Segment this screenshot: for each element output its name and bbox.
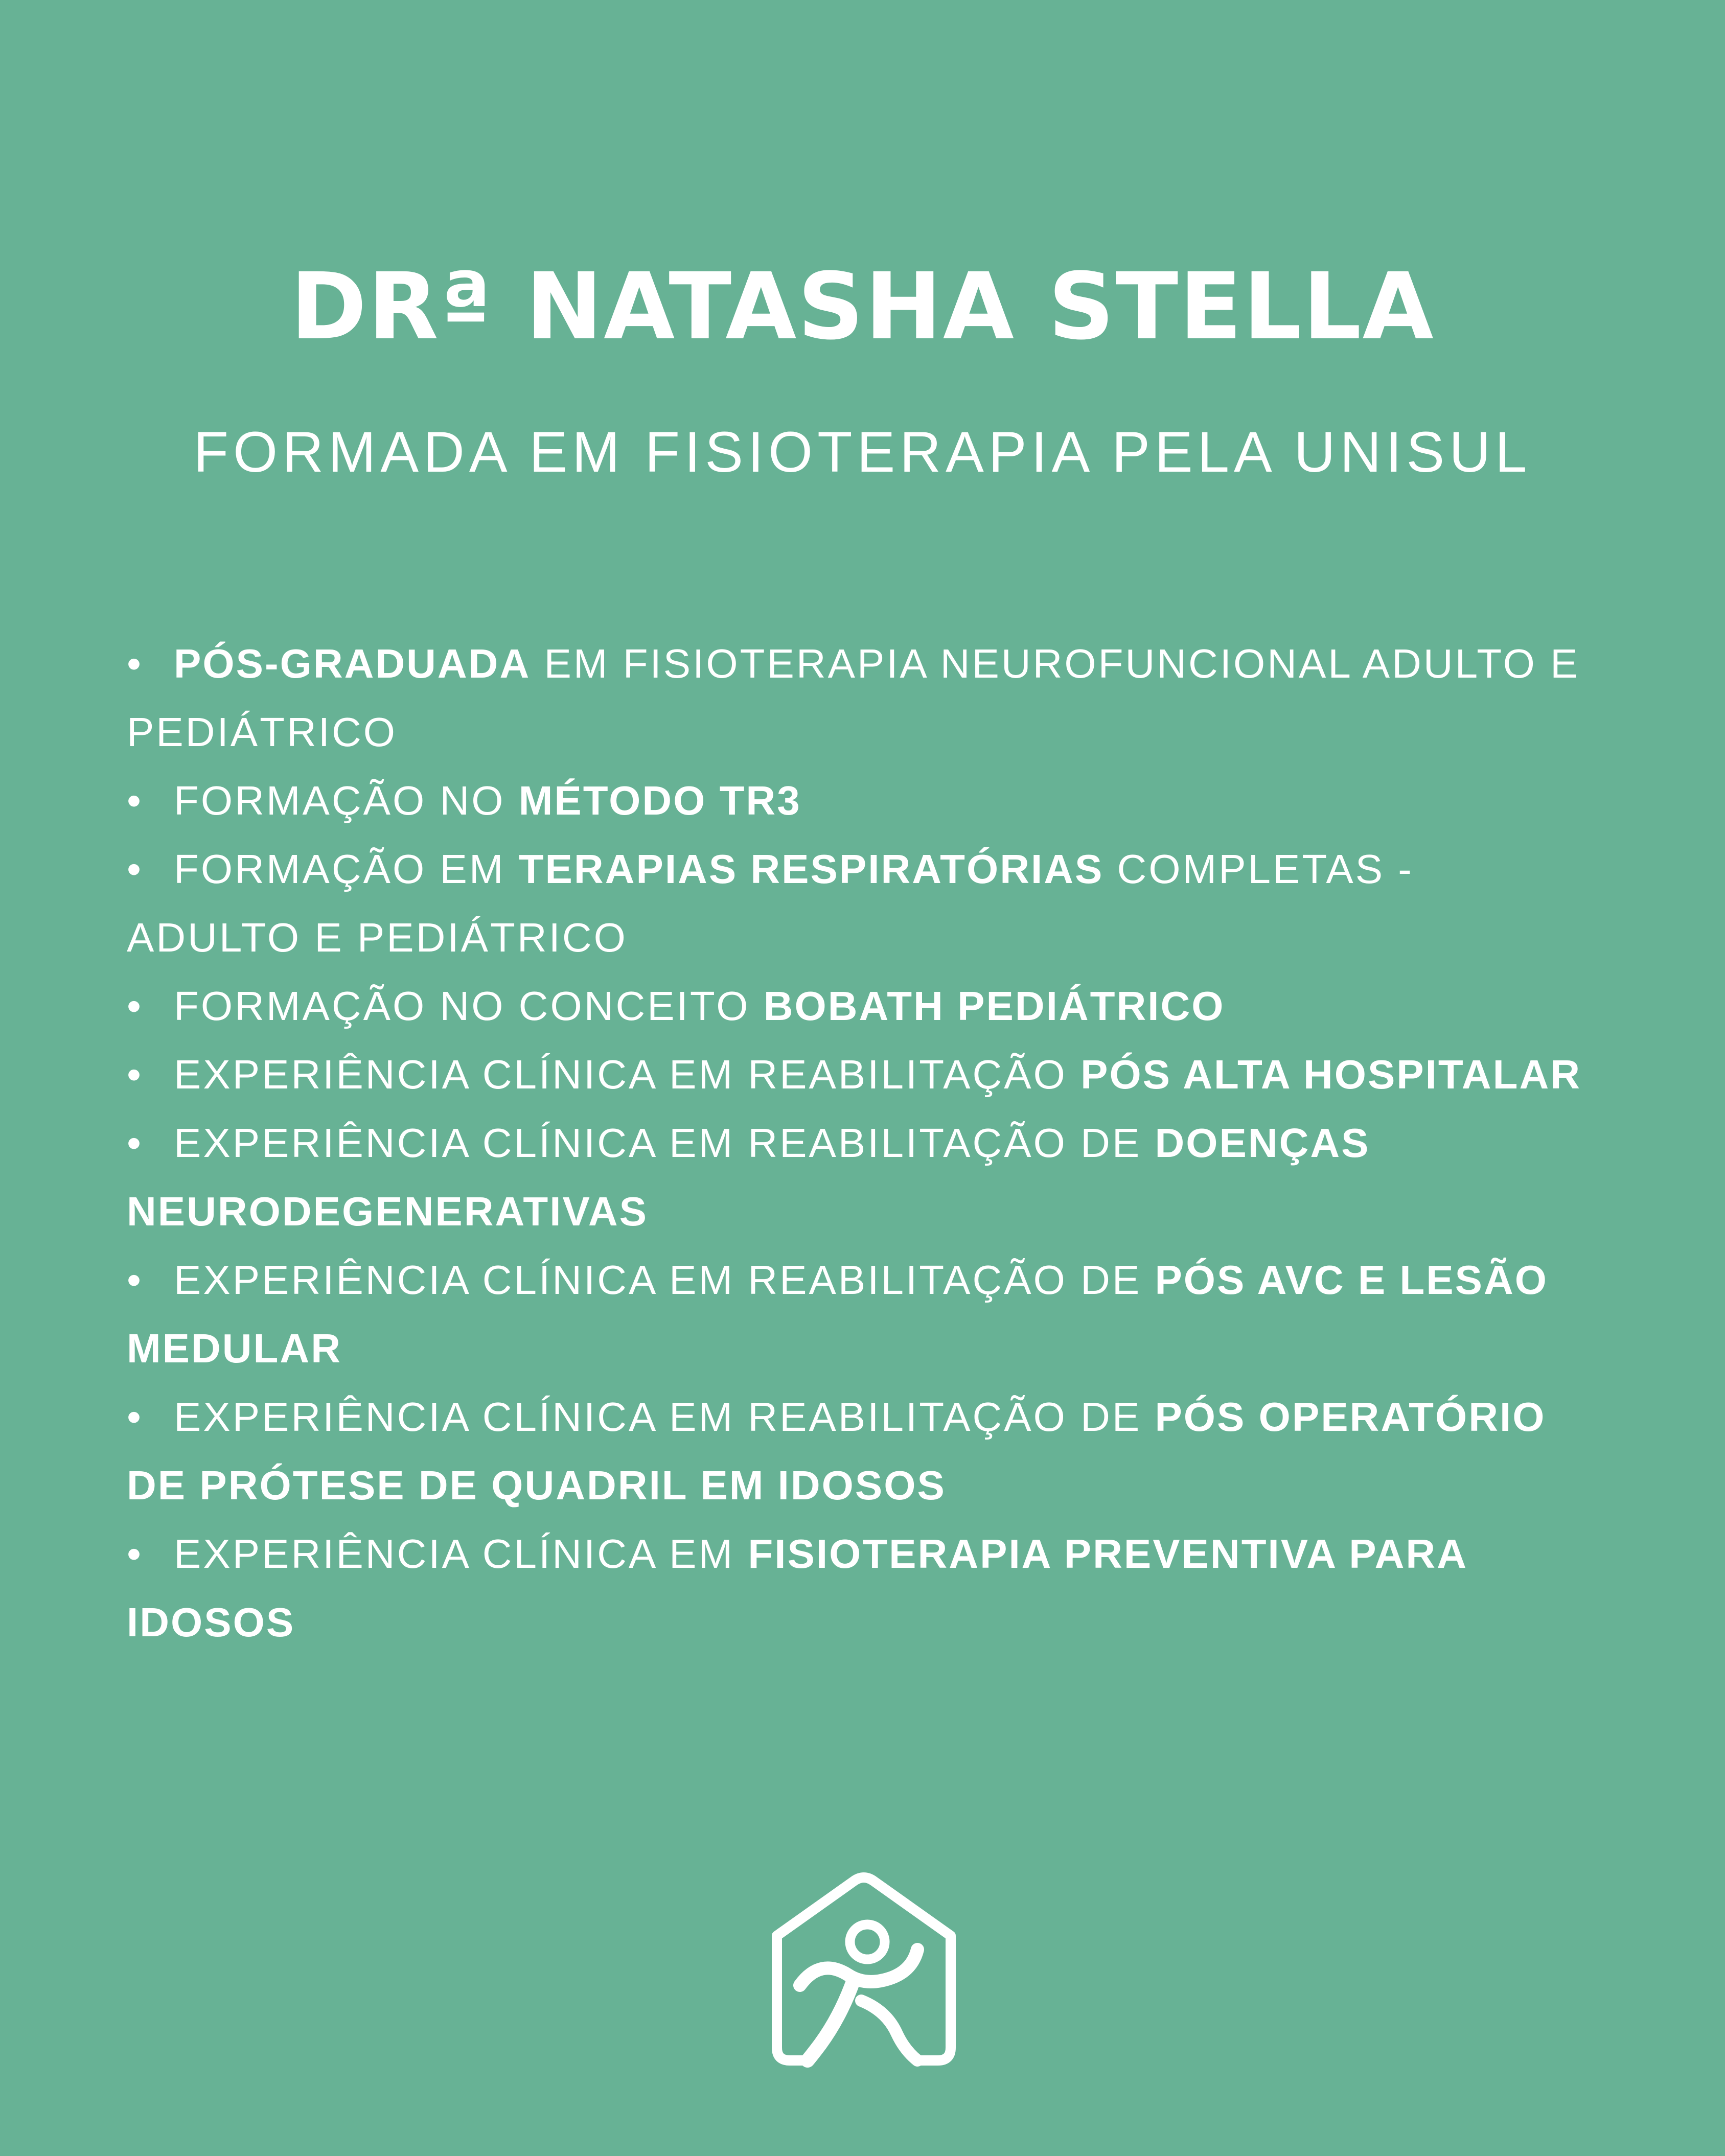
credentials-list (127, 630, 1599, 1657)
house-person-logo-icon (764, 1870, 963, 2075)
house-outline (777, 1877, 951, 2060)
item-text: EXPERIÊNCIA CLÍNICA EM REABILITAÇÃO DE (174, 1394, 1155, 1440)
list-item (127, 1520, 1599, 1657)
item-highlight: DOENÇAS NEURODEGENERATIVAS (127, 1120, 1370, 1234)
list-item (127, 835, 1599, 972)
item-text: FORMAÇÃO EM (174, 846, 519, 892)
person-body (808, 1980, 854, 2060)
bullet: • (127, 1394, 144, 1440)
item-text: FORMAÇÃO NO (174, 778, 519, 823)
bullet: • (127, 1120, 144, 1166)
item-highlight: PÓS-GRADUADA (174, 641, 531, 686)
bullet: • (127, 846, 144, 892)
list-item (127, 630, 1599, 767)
item-text: EM FISIOTERAPIA NEUROFUNCIONAL ADULTO E PEDIÁTRICO (127, 641, 1580, 755)
item-highlight: PÓS ALTA HOSPITALAR (1080, 1052, 1582, 1097)
bullet: • (127, 778, 144, 823)
list-item (127, 972, 1599, 1040)
item-highlight: PÓS OPERATÓRIO DE PRÓTESE DE QUADRIL EM IDOSOS (127, 1394, 1546, 1508)
item-highlight: PÓS AVC E LESÃO MEDULAR (127, 1257, 1549, 1371)
item-text: EXPERIÊNCIA CLÍNICA EM REABILITAÇÃO DE (174, 1120, 1155, 1166)
item-highlight: FISIOTERAPIA PREVENTIVA PARA IDOSOS (127, 1531, 1467, 1645)
item-text-end: COMPLETAS - ADULTO E PEDIÁTRICO (127, 846, 1414, 960)
subtitle: FORMADA EM FISIOTERAPIA PELA UNISUL (193, 420, 1532, 484)
item-text: EXPERIÊNCIA CLÍNICA EM REABILITAÇÃO (174, 1052, 1081, 1097)
bullet: • (127, 1052, 144, 1097)
list-item (127, 1383, 1599, 1520)
list-item (127, 767, 1599, 835)
item-highlight: BOBATH PEDIÁTRICO (763, 983, 1225, 1029)
item-highlight: MÉTODO TR3 (518, 778, 801, 823)
page-title: DRª NATASHA STELLA (290, 253, 1435, 360)
list-item (127, 1109, 1599, 1246)
bullet: • (127, 1257, 144, 1303)
item-text: EXPERIÊNCIA CLÍNICA EM (174, 1531, 748, 1577)
person-head (850, 1925, 885, 1959)
bullet: • (127, 1531, 144, 1577)
item-text: EXPERIÊNCIA CLÍNICA EM REABILITAÇÃO DE (174, 1257, 1155, 1303)
item-text: FORMAÇÃO NO CONCEITO (174, 983, 764, 1029)
bullet: • (127, 983, 144, 1029)
item-highlight: TERAPIAS RESPIRATÓRIAS (518, 846, 1104, 892)
bullet: • (127, 641, 144, 686)
list-item (127, 1246, 1599, 1383)
person-leg (861, 2001, 917, 2060)
list-item (127, 1040, 1599, 1109)
